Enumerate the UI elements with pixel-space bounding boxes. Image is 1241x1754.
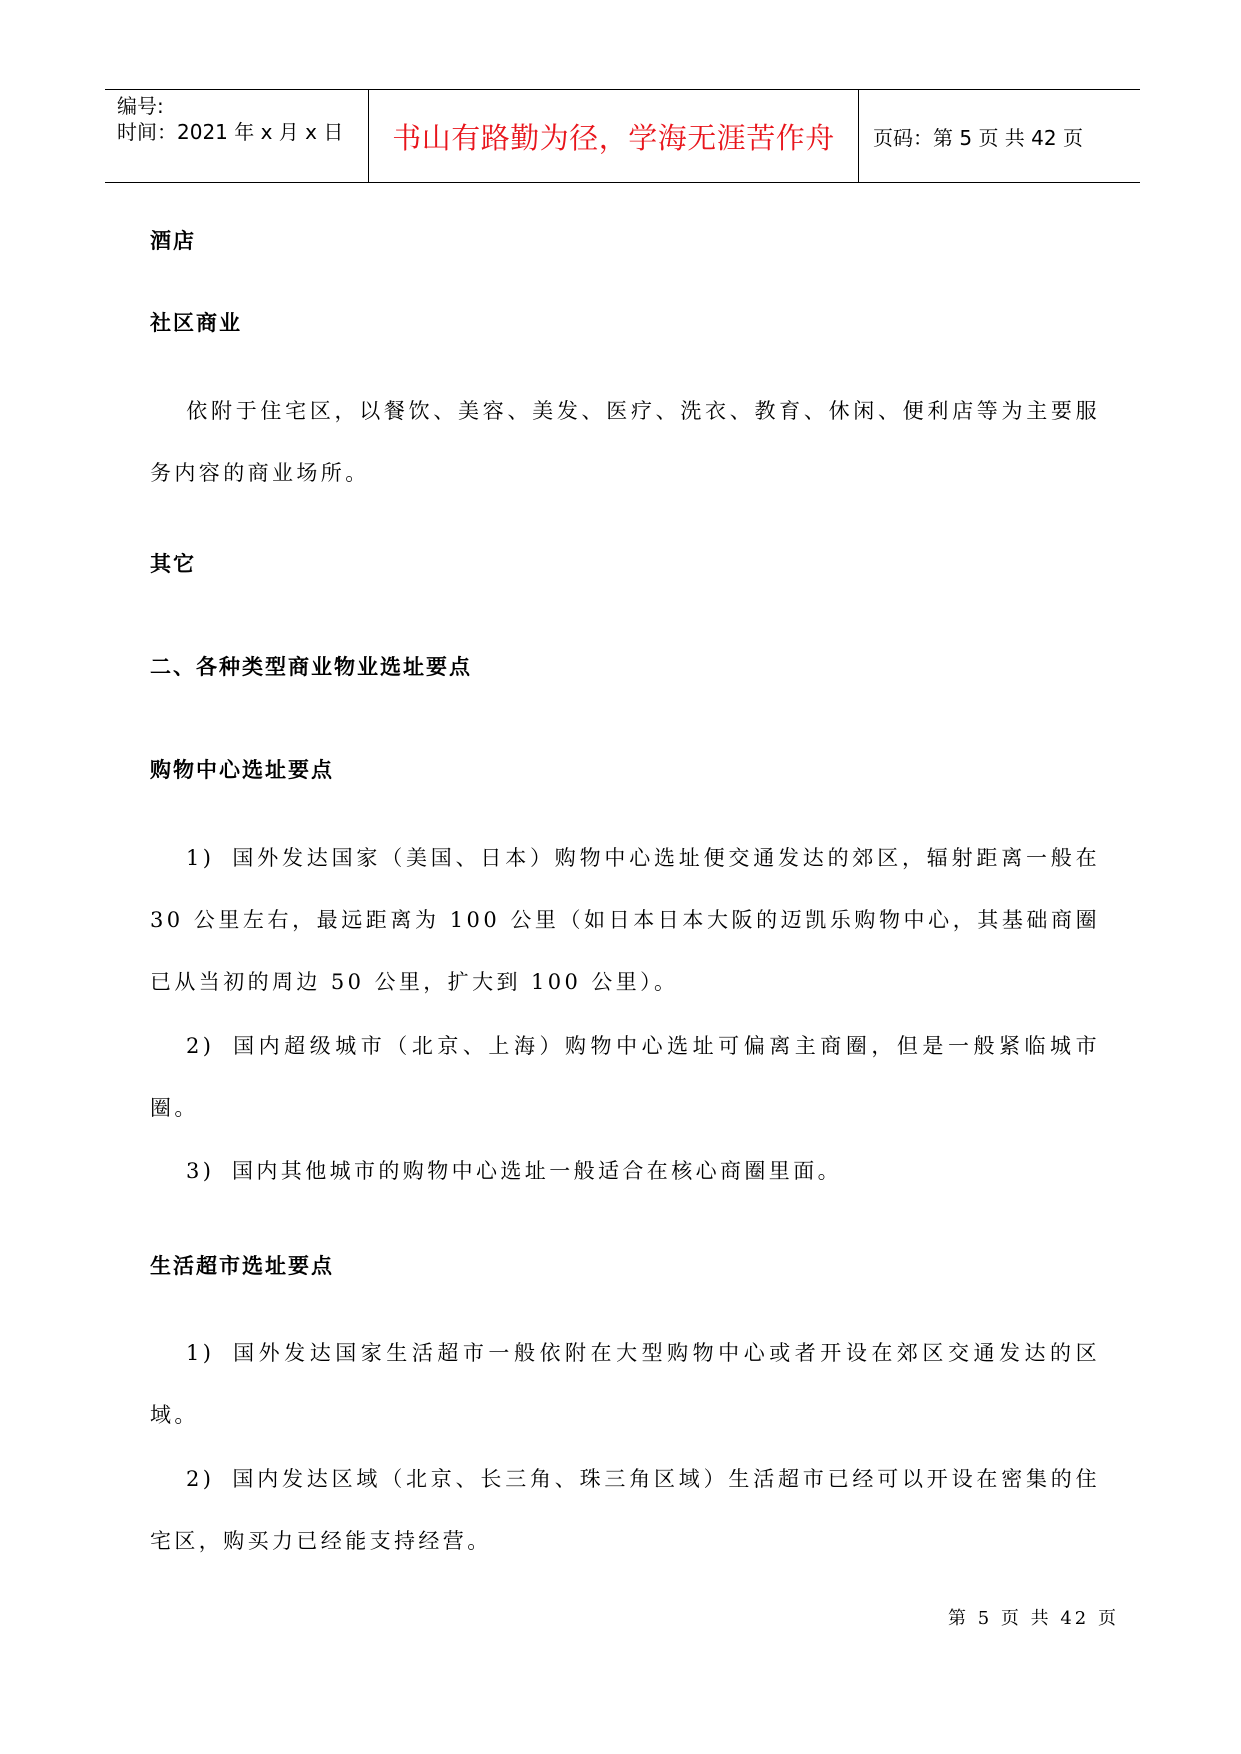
list-item-text: 国外发达国家（美国、日本）购物中心选址便交通发达的郊区，辐射距离一般在 30 公里左右，最远距离为 100 公里（如日本日本大阪的迈凯乐购物中心，其基础商圈已从当初的周边 50 公里，扩大到 100 公里）。 — [150, 846, 1100, 994]
footer-page-number: 第 5 页 共 42 页 — [948, 1608, 1119, 1629]
list-item-text: 国外发达国家生活超市一般依附在大型购物中心或者开设在郊区交通发达的区域。 — [150, 1341, 1100, 1427]
list-item-number: 1) — [186, 1341, 215, 1365]
header-motto-cell — [369, 90, 859, 182]
header-meta-cell — [105, 90, 369, 182]
paragraph-community-commerce — [150, 380, 1100, 504]
heading-supermarket-site-selection: 生活超市选址要点 — [150, 1254, 334, 1278]
mall-item-2 — [150, 1015, 1100, 1139]
document-time: 时间：2021 年 x 月 x 日 — [117, 120, 344, 144]
list-item-text: 国内超级城市（北京、上海）购物中心选址可偏离主商圈，但是一般紧临城市圈。 — [150, 1034, 1100, 1120]
list-item-number: 2) — [186, 1034, 215, 1058]
mall-item-3 — [150, 1140, 1100, 1202]
heading-other: 其它 — [150, 552, 196, 576]
heading-mall-site-selection: 购物中心选址要点 — [150, 758, 334, 782]
header-page-cell — [859, 90, 1140, 182]
heading-hotel: 酒店 — [150, 229, 196, 253]
header-page-info: 页码：第 5 页 共 42 页 — [873, 125, 1083, 150]
heading-community-commerce: 社区商业 — [150, 311, 242, 335]
list-item-text: 国内其他城市的购物中心选址一般适合在核心商圈里面。 — [232, 1159, 842, 1183]
document-number-label: 编号: — [117, 94, 164, 118]
list-item-number: 3) — [186, 1159, 215, 1183]
supermarket-item-2 — [150, 1448, 1100, 1572]
motto-text: 书山有路勤为径，学海无涯苦作舟 — [392, 120, 835, 155]
list-item-number: 2) — [186, 1467, 215, 1491]
list-item-text: 国内发达区域（北京、长三角、珠三角区域）生活超市已经可以开设在密集的住宅区，购买力已经能支持经营。 — [150, 1467, 1100, 1553]
mall-item-1 — [150, 827, 1100, 1013]
heading-section-2: 二、各种类型商业物业选址要点 — [150, 655, 472, 679]
paragraph-community-text: 依附于住宅区，以餐饮、美容、美发、医疗、洗衣、教育、休闲、便利店等为主要服务内容的商业场所。 — [150, 399, 1100, 485]
supermarket-item-1 — [150, 1322, 1100, 1446]
header-table — [105, 89, 1140, 183]
list-item-number: 1) — [186, 846, 215, 870]
